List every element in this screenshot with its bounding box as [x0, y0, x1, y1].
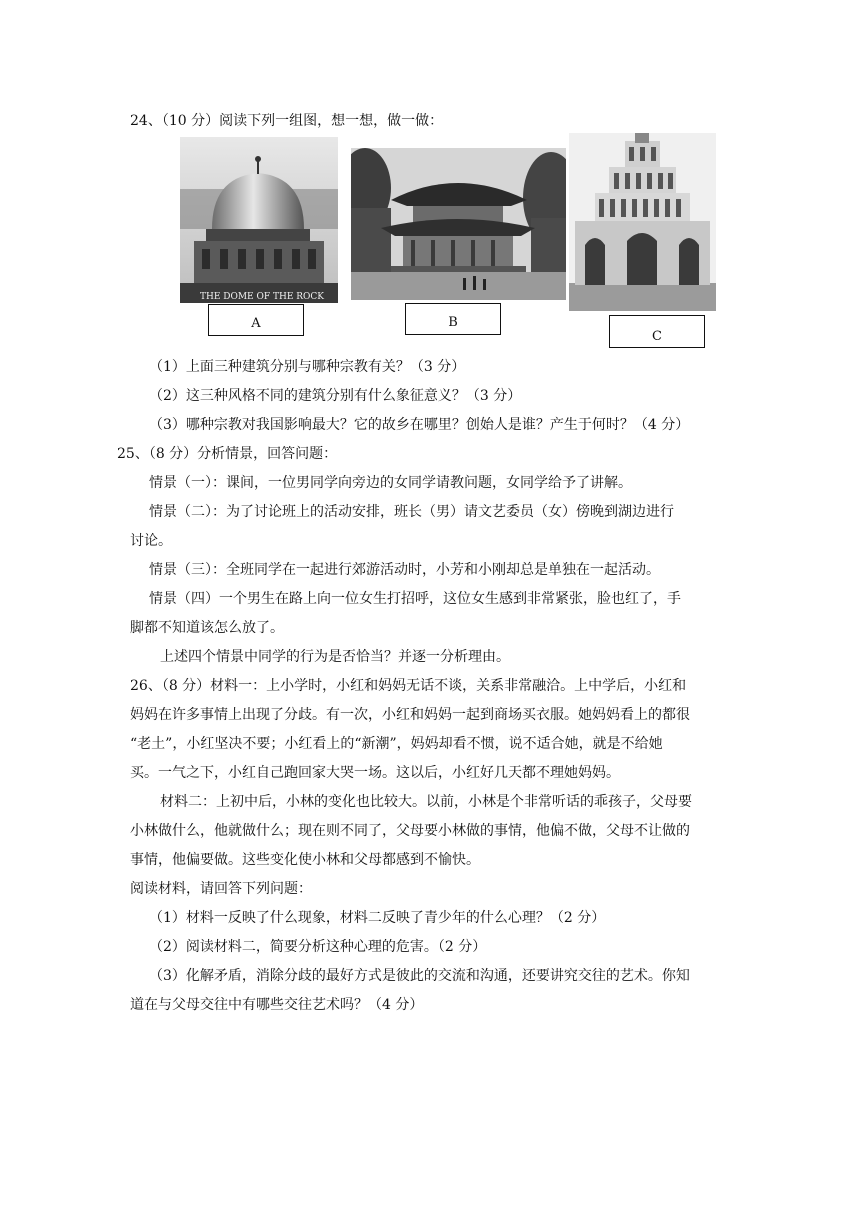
q25-scenario-4-cont: 脚都不知道该怎么放了。	[130, 620, 284, 636]
q24-heading: 24、（10 分）阅读下列一组图，想一想，做一做：	[130, 113, 444, 129]
image-label-b	[405, 303, 501, 335]
photo-caption: THE DOME OF THE ROCK	[199, 292, 325, 302]
q26-sub-3-cont: 道在与父母交往中有哪些交往艺术吗？（4 分）	[130, 997, 424, 1013]
q26-intro: 阅读材料，请回答下列问题：	[130, 881, 312, 897]
q26-sub-1: （1）材料一反映了什么现象，材料二反映了青少年的什么心理？（2 分）	[149, 910, 606, 926]
image-label-c-text: C	[652, 329, 662, 344]
q26-material-1-l2: 妈妈在许多事情上出现了分歧。有一次，小红和妈妈一起到商场买衣服。她妈妈看上的都很	[130, 707, 690, 723]
q26-material-2-l3: 事情，他偏要做。这些变化使小林和父母都感到不愉快。	[130, 852, 480, 868]
q25-question: 上述四个情景中同学的行为是否恰当？并逐一分析理由。	[160, 649, 510, 665]
q25-scenario-3: 情景（三）：全班同学在一起进行郊游活动时，小芳和小刚却总是单独在一起活动。	[149, 562, 660, 578]
image-label-b-text: B	[448, 315, 458, 330]
q25-scenario-2: 情景（二）：为了讨论班上的活动安排，班长（男）请文艺委员（女）傍晚到湖边进行	[149, 504, 674, 520]
q26-sub-2: （2）阅读材料二，简要分析这种心理的危害。（2 分）	[149, 939, 487, 955]
q26-material-1-l4: 买。一气之下，小红自己跑回家大哭一场。这以后，小红好几天都不理她妈妈。	[130, 765, 620, 781]
image-label-a	[208, 304, 304, 336]
q25-scenario-2-cont: 讨论。	[130, 533, 172, 549]
q24-sub-1: （1）上面三种建筑分别与哪种宗教有关？（3 分）	[149, 359, 466, 375]
image-label-a-text: A	[251, 316, 261, 331]
dome-of-the-rock-photo	[180, 137, 338, 303]
q25-scenario-4: 情景（四）一个男生在路上向一位女生打招呼，这位女生感到非常紧张，脸也红了，手	[149, 591, 681, 607]
q24-sub-2: （2）这三种风格不同的建筑分别有什么象征意义？（3 分）	[149, 388, 522, 404]
q26-material-1-l3: “老土”，小红坚决不要；小红看上的“新潮”，妈妈却看不惯，说不适合她，就是不给她	[130, 736, 663, 752]
q25-heading: 25、（8 分）分析情景，回答问题：	[117, 446, 338, 462]
q26-material-2-l1: 材料二：上初中后，小林的变化也比较大。以前，小林是个非常听话的乖孩子，父母要	[160, 794, 692, 810]
q25-scenario-1: 情景（一）：课间，一位男同学向旁边的女同学请教问题，女同学给予了讲解。	[149, 475, 632, 491]
q24-sub-3: （3）哪种宗教对我国影响最大？它的故乡在哪里？创始人是谁？产生于何时？（4 分）	[149, 417, 690, 433]
q26-material-2-l2: 小林做什么，他就做什么；现在则不同了，父母要小林做的事情，他偏不做，父母不让做的	[130, 823, 690, 839]
q26-sub-3: （3）化解矛盾，消除分歧的最好方式是彼此的交流和沟通，还要讲究交往的艺术。你知	[149, 968, 690, 984]
church-facade-photo	[569, 133, 716, 311]
q26-material-1-l1: 26、（8 分）材料一：上小学时，小红和妈妈无话不谈，关系非常融洽。上中学后，小红和	[130, 678, 687, 694]
chinese-temple-photo	[351, 148, 566, 300]
image-label-c	[609, 315, 705, 348]
